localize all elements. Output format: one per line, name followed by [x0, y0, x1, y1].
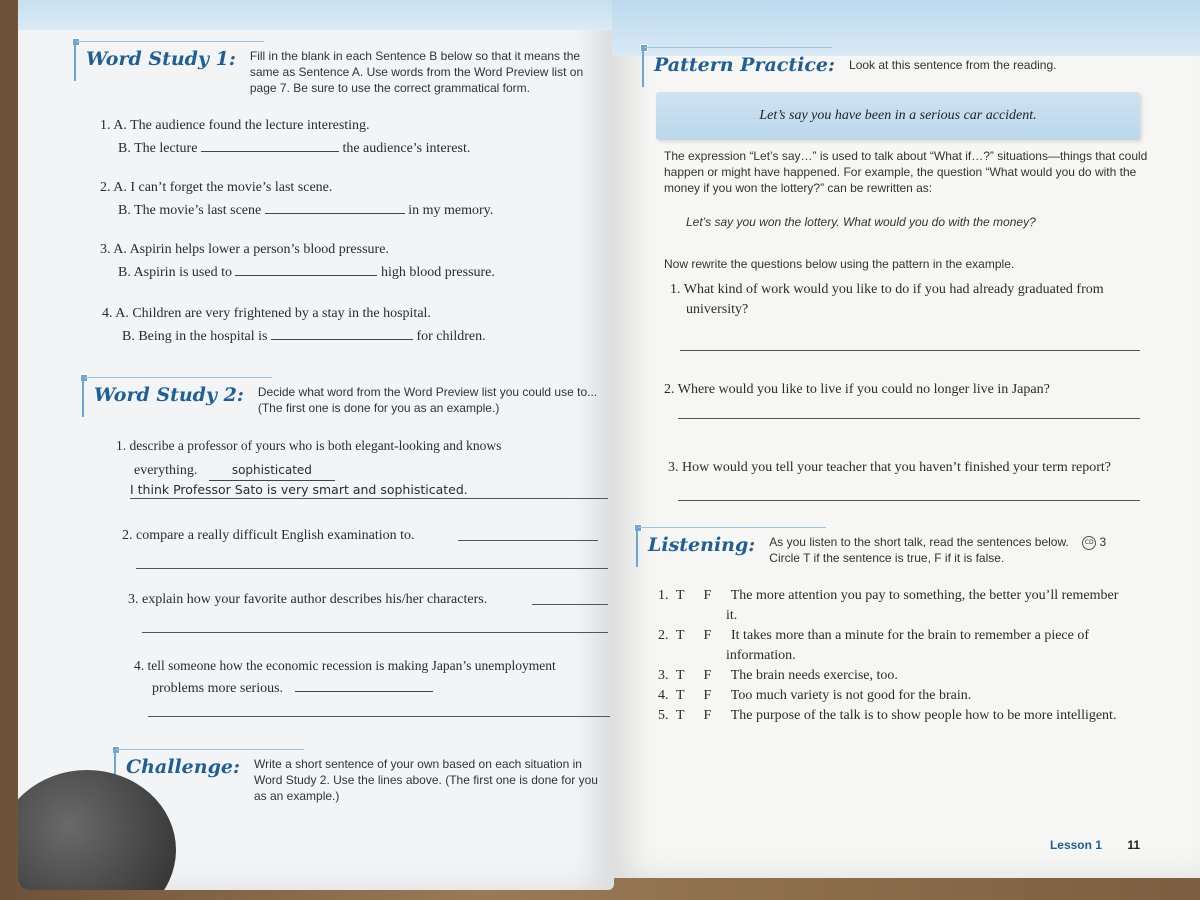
- listening-item-2: 2. T F It takes more than a minute for the brain to remember a piece of: [658, 626, 1148, 646]
- word-study-2-heading: Word Study 2:: [94, 384, 244, 406]
- lesson-label: Lesson 1: [1049, 838, 1102, 852]
- pp-question-1-line1: 1. What kind of work would you like to do if you had already graduated from: [670, 282, 1104, 297]
- answer-line[interactable]: [148, 716, 610, 717]
- false-option[interactable]: F: [703, 668, 712, 683]
- listening-instruction: As you listen to the short talk, read the sentences below. CD 3 Circle T if the sentence is true, F if it is false.: [769, 535, 1107, 565]
- track-number: 3: [1099, 535, 1107, 549]
- left-page: [18, 0, 614, 890]
- fill-blank[interactable]: [271, 326, 413, 340]
- challenge-instruction: Write a short sentence of your own based on each situation in Word Study 2. Use the lines above. (The first one is done for you as an example.): [253, 757, 598, 803]
- word-study-2-header: [88, 384, 608, 416]
- word-study-1-instruction: Fill in the blank in each Sentence B below so that it means the same as Sentence A. Use words from the Word Preview list on page 7. Be sure to use the correct grammatical form.: [249, 49, 584, 95]
- listening-item-3: 3. T F The brain needs exercise, too.: [658, 666, 898, 686]
- pattern-rewritten-example: Let’s say you won the lottery. What would you do with the money?: [686, 215, 1036, 229]
- word-study-1-heading: Word Study 1:: [86, 48, 236, 70]
- ws2-item-4-line1: 4. tell someone how the economic recession is making Japan’s unemployment: [134, 658, 556, 673]
- listening-item-1-cont: it.: [726, 608, 738, 623]
- true-option[interactable]: T: [676, 588, 685, 603]
- false-option[interactable]: F: [703, 628, 712, 643]
- ws1-item-1-a: 1. A. The audience found the lecture interesting.: [100, 118, 370, 133]
- ws1-item-2-a: 2. A. I can’t forget the movie’s last scene.: [100, 180, 333, 195]
- word-blank[interactable]: [458, 540, 598, 541]
- example-sentence: I think Professor Sato is very smart and sophisticated.: [130, 482, 468, 497]
- word-blank[interactable]: [295, 678, 433, 692]
- answer-line[interactable]: [678, 418, 1140, 419]
- top-band: [18, 0, 614, 30]
- pattern-practice-header: [648, 54, 1168, 76]
- false-option[interactable]: F: [703, 688, 712, 703]
- challenge-heading: Challenge:: [126, 756, 240, 778]
- listening-item-5: 5. T F The purpose of the talk is to show people how to be more intelligent.: [658, 706, 1116, 726]
- word-blank[interactable]: [532, 604, 608, 605]
- fill-blank[interactable]: [265, 200, 405, 214]
- ws1-item-4-a: 4. A. Children are very frightened by a stay in the hospital.: [102, 306, 431, 321]
- pp-question-1-line2: university?: [686, 302, 749, 317]
- answer-line[interactable]: [680, 350, 1140, 351]
- answer-line[interactable]: [130, 498, 608, 499]
- ws1-item-3-b: B. Aspirin is used to high blood pressure.: [118, 262, 495, 283]
- page-number: 11: [1127, 838, 1140, 852]
- answer-line[interactable]: [678, 500, 1140, 501]
- true-option[interactable]: T: [676, 628, 685, 643]
- ws1-item-3-a: 3. A. Aspirin helps lower a person’s blood pressure.: [100, 242, 389, 257]
- listening-item-1: 1. T F The more attention you pay to something, the better you’ll remember: [658, 586, 1148, 606]
- false-option[interactable]: F: [703, 708, 712, 723]
- pattern-practice-heading: Pattern Practice:: [654, 54, 836, 76]
- example-sentence-box: Let’s say you have been in a serious car accident.: [656, 92, 1140, 140]
- ws1-item-1-b: B. The lecture the audience’s interest.: [118, 138, 470, 159]
- ws2-item-4-line2: problems more serious.: [152, 678, 433, 699]
- pp-question-3: 3. How would you tell your teacher that you haven’t finished your term report?: [668, 460, 1111, 475]
- rewrite-instruction: Now rewrite the questions below using the pattern in the example.: [664, 257, 1015, 271]
- answer-line[interactable]: [136, 568, 608, 569]
- cd-audio-icon[interactable]: CD: [1082, 536, 1096, 550]
- true-option[interactable]: T: [676, 688, 685, 703]
- pattern-explanation: The expression “Let’s say…” is used to talk about “What if…?” situations—things that could happen or might have happened. For example, the question “What would you do with the money if you won the lottery?” can be rewritten as:: [664, 149, 1148, 195]
- fill-blank[interactable]: [201, 138, 339, 152]
- ws1-item-4-b: B. Being in the hospital is for children.: [122, 326, 486, 347]
- example-answer: sophisticated: [209, 460, 335, 481]
- listening-item-2-cont: information.: [726, 648, 796, 663]
- pp-question-2: 2. Where would you like to live if you could no longer live in Japan?: [664, 382, 1050, 397]
- word-study-1-header: [80, 48, 610, 96]
- ws2-item-2: 2. compare a really difficult English examination to.: [122, 528, 415, 543]
- answer-line[interactable]: [142, 632, 608, 633]
- pattern-practice-instruction: Look at this sentence from the reading.: [849, 58, 1057, 72]
- word-study-2-instruction: Decide what word from the Word Preview list you could use to... (The first one is done for you as an example.): [257, 385, 598, 415]
- page-footer: [1050, 838, 1140, 852]
- true-option[interactable]: T: [676, 668, 685, 683]
- challenge-header: [120, 756, 610, 804]
- right-page: [612, 0, 1200, 878]
- true-option[interactable]: T: [676, 708, 685, 723]
- ws2-item-3: 3. explain how your favorite author describes his/her characters.: [128, 592, 488, 607]
- listening-item-4: 4. T F Too much variety is not good for the brain.: [658, 686, 971, 706]
- listening-header: [642, 534, 1182, 566]
- listening-heading: Listening:: [648, 534, 756, 556]
- fill-blank[interactable]: [235, 262, 377, 276]
- ws2-item-1-line2: everything. sophisticated: [134, 460, 335, 481]
- ws1-item-2-b: B. The movie’s last scene in my memory.: [118, 200, 493, 221]
- ws2-item-1-line1: 1. describe a professor of yours who is both elegant-looking and knows: [116, 438, 502, 453]
- false-option[interactable]: F: [703, 588, 712, 603]
